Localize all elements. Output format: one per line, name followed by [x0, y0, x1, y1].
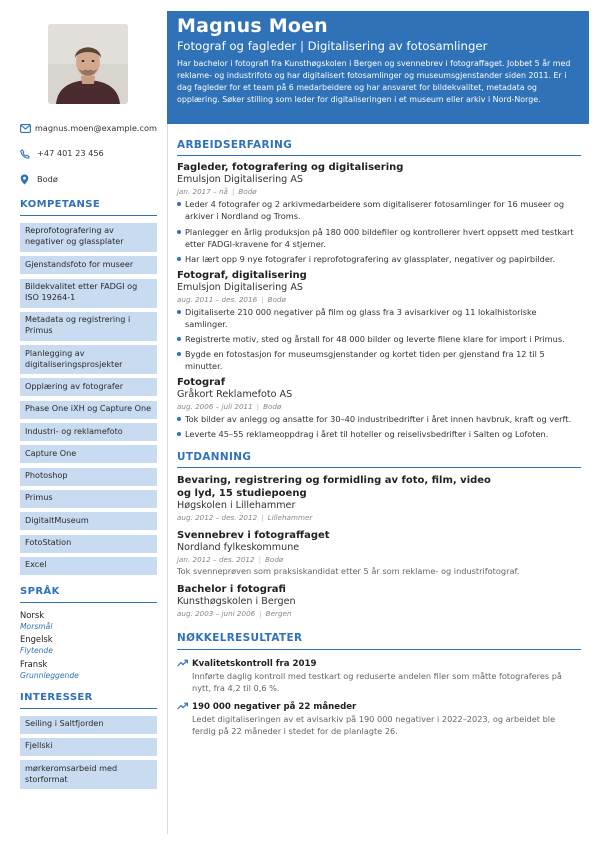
job-bullet: Bygde en fotostasjon for museumsgjenstander og kortet tiden per gjenstand fra 12 til 5 minutter.	[177, 348, 581, 372]
skills-heading: KOMPETANSE	[20, 198, 157, 216]
result-description: Ledet digitaliseringen av et avisarkiv på 190 000 negativer i 2022–2023, og arbeidet ble ferdig på 22 måneder i stedet for de planlagte 26.	[192, 713, 556, 737]
languages-heading: SPRÅK	[20, 585, 157, 603]
job-org: Emulsjon Digitalisering AS	[177, 281, 303, 293]
contact-info	[20, 122, 157, 186]
job-meta	[177, 401, 581, 412]
job-org: Gråkort Reklamefoto AS	[177, 388, 293, 400]
phone-icon	[20, 148, 36, 159]
job-entry	[177, 376, 581, 440]
location-text: Bodø	[37, 173, 58, 184]
job-bullet: Tok bilder av anlegg og ansatte for 30–40 industribedrifter i året innen havbruk, kraft og verft.	[177, 413, 581, 425]
result-body	[192, 658, 581, 695]
education-place: Bergen	[265, 609, 292, 619]
skill-chip: Bildekvalitet etter FADGI og ISO 19264-1	[20, 279, 157, 308]
job-org: Emulsjon Digitalisering AS	[177, 174, 303, 186]
education-org: Nordland fylkeskommune	[177, 542, 300, 554]
skill-chip: Industri- og reklamefoto	[20, 423, 157, 441]
language-name: Fransk	[20, 658, 48, 669]
skill-chip: Photoshop	[20, 468, 157, 486]
language-name: Norsk	[20, 609, 45, 620]
language-item	[20, 610, 157, 632]
phone-text[interactable]: +47 401 23 456	[37, 148, 104, 159]
results-heading: NØKKELRESULTATER	[177, 631, 581, 649]
location-pin-icon	[20, 174, 36, 185]
skill-chip: Reprofotografering av negativer og glassplater	[20, 223, 157, 252]
education-entry	[177, 583, 581, 619]
education-dates: aug. 2012 – des. 2012	[177, 513, 258, 523]
job-dates: jan. 2017 – nå	[177, 187, 228, 197]
education-title: Bevaring, registrering og formidling av foto, film, video og lyd, 15 studiepoeng	[177, 475, 491, 500]
job-title: Fagleder, fotografering og digitalisering	[177, 162, 404, 174]
skill-chip: Primus	[20, 490, 157, 508]
result-title: Kvalitetskontroll fra 2019	[192, 658, 317, 669]
email-icon	[20, 123, 34, 134]
skill-chip: Excel	[20, 557, 157, 575]
interest-chip: Fjellski	[20, 738, 157, 756]
job-bullet: Digitaliserte 210 000 negativer på film og glass fra 3 avisarkiver og 11 lokalhistoriske samlinger.	[177, 306, 581, 330]
job-bullet: Leder 4 fotografer og 2 arkivmedarbeidere som digitaliserer fotosamlinger for 16 museer og arkiver i Nordland og Troms.	[177, 198, 581, 222]
skill-chip: Gjenstandsfoto for museer	[20, 256, 157, 274]
job-place: Bodø	[267, 294, 286, 304]
job-meta	[177, 186, 581, 197]
education-meta	[177, 554, 581, 565]
job-bullet: Har lært opp 9 nye fotografer i reprofotografering av glassplater, negativer og papirbilder.	[177, 253, 581, 265]
main-content	[177, 138, 581, 738]
skill-chip: Capture One	[20, 445, 157, 463]
skills-list	[20, 223, 157, 575]
education-entry	[177, 474, 581, 523]
sidebar-divider	[167, 16, 168, 834]
language-level: Morsmål	[20, 621, 53, 631]
education-org: Kunsthøgskolen i Bergen	[177, 596, 296, 608]
interests-list	[20, 716, 157, 790]
job-dates: aug. 2011 – des. 2016	[177, 294, 258, 304]
education-place: Bodø	[265, 555, 284, 565]
skill-chip: Phase One iXH og Capture One	[20, 401, 157, 419]
education-meta	[177, 512, 581, 523]
interest-chip: mørkeromsarbeid med storformat	[20, 760, 157, 789]
meta-separator: |	[258, 555, 261, 565]
education-dates: jan. 2012 – des. 2012	[177, 555, 255, 565]
skill-chip: Planlegging av digitaliseringsprosjekter	[20, 345, 157, 374]
contact-location	[20, 173, 157, 186]
education-dates: aug. 2003 – juni 2006	[177, 609, 256, 619]
person-name: Magnus Moen	[177, 15, 328, 37]
meta-separator: |	[259, 609, 262, 619]
header-banner	[167, 11, 589, 124]
education-heading: UTDANNING	[177, 450, 581, 468]
result-entry	[177, 701, 581, 738]
job-bullet: Registrerte motiv, sted og årstall for 48 000 bilder og leverte filene klare for import i Primus.	[177, 333, 581, 345]
meta-separator: |	[261, 513, 264, 523]
education-entry	[177, 529, 581, 577]
job-bullets	[177, 306, 581, 373]
language-item	[20, 634, 157, 656]
job-bullet: Leverte 45–55 reklameoppdrag i året til hoteller og reiselivsbedrifter i Salten og Lofoten.	[177, 428, 581, 440]
language-item	[20, 659, 157, 681]
profile-photo	[48, 24, 128, 104]
skill-chip: Metadata og registrering i Primus	[20, 312, 157, 341]
education-description: Tok svenneprøven som praksiskandidat etter 5 år som reklame- og industrifotograf.	[177, 566, 520, 577]
contact-phone	[20, 147, 157, 160]
email-text[interactable]: magnus.moen@example.com	[34, 122, 157, 133]
experience-heading: ARBEIDSERFARING	[177, 138, 581, 156]
skill-chip: DigitaltMuseum	[20, 512, 157, 530]
interests-heading: INTERESSER	[20, 691, 157, 709]
education-title: Svennebrev i fotograffaget	[177, 530, 330, 542]
job-entry	[177, 269, 581, 373]
language-level: Flytende	[20, 646, 53, 656]
job-bullets	[177, 413, 581, 440]
result-description: Innførte daglig kontroll med testkart og reduserte andelen filer som måtte fotograferes på nytt, fra 4,2 til 0,6 %.	[192, 670, 562, 694]
job-dates: aug. 2006 – juli 2011	[177, 401, 253, 411]
skill-chip: Opplæring av fotografer	[20, 378, 157, 396]
job-entry	[177, 161, 581, 265]
meta-separator: |	[231, 187, 235, 197]
interest-chip: Seiling i Saltfjorden	[20, 716, 157, 734]
job-title: Fotograf	[177, 376, 226, 388]
trend-up-icon	[177, 658, 192, 695]
meta-separator: |	[256, 401, 260, 411]
result-title: 190 000 negativer på 22 måneder	[192, 701, 357, 712]
skill-chip: FotoStation	[20, 535, 157, 553]
education-meta	[177, 608, 581, 619]
person-summary: Har bachelor i fotografi fra Kunsthøgskolen i Bergen og svennebrev i fotograffaget. Jobbet 5 år med reklame- og industrifoto og har digitalisert fotosamlinger og museumsgjenstander siden 2011. Er i dag fagleder for et team på 6 medarbeidere og har ansvaret for bildekvalitet, metadata og opplæring. Søker stilling som leder for digitaliseringen i et museum eller arkiv i Nord-Norge.	[177, 59, 571, 104]
language-level: Grunnleggende	[20, 670, 79, 680]
trend-up-icon	[177, 701, 192, 738]
job-title: Fotograf, digitalisering	[177, 269, 307, 281]
education-title: Bachelor i fotografi	[177, 584, 286, 596]
result-body	[192, 701, 581, 738]
contact-email	[20, 122, 157, 135]
sidebar	[0, 0, 167, 849]
job-place: Bodø	[238, 187, 257, 197]
job-meta	[177, 294, 581, 305]
result-entry	[177, 658, 581, 695]
language-name: Engelsk	[20, 634, 53, 645]
person-title: Fotograf og fagleder | Digitalisering av fotosamlinger	[177, 39, 488, 53]
languages-list	[20, 610, 157, 681]
education-place: Lillehammer	[267, 513, 313, 523]
meta-separator: |	[261, 294, 264, 304]
job-bullets	[177, 198, 581, 265]
job-bullet: Planlegger en årlig produksjon på 180 000 bildefiler og kontrollerer hvert oppsett med testkart etter FADGI-kravene for 4 stjerner.	[177, 226, 581, 250]
education-org: Høgskolen i Lillehammer	[177, 500, 296, 512]
job-place: Bodø	[263, 401, 282, 411]
